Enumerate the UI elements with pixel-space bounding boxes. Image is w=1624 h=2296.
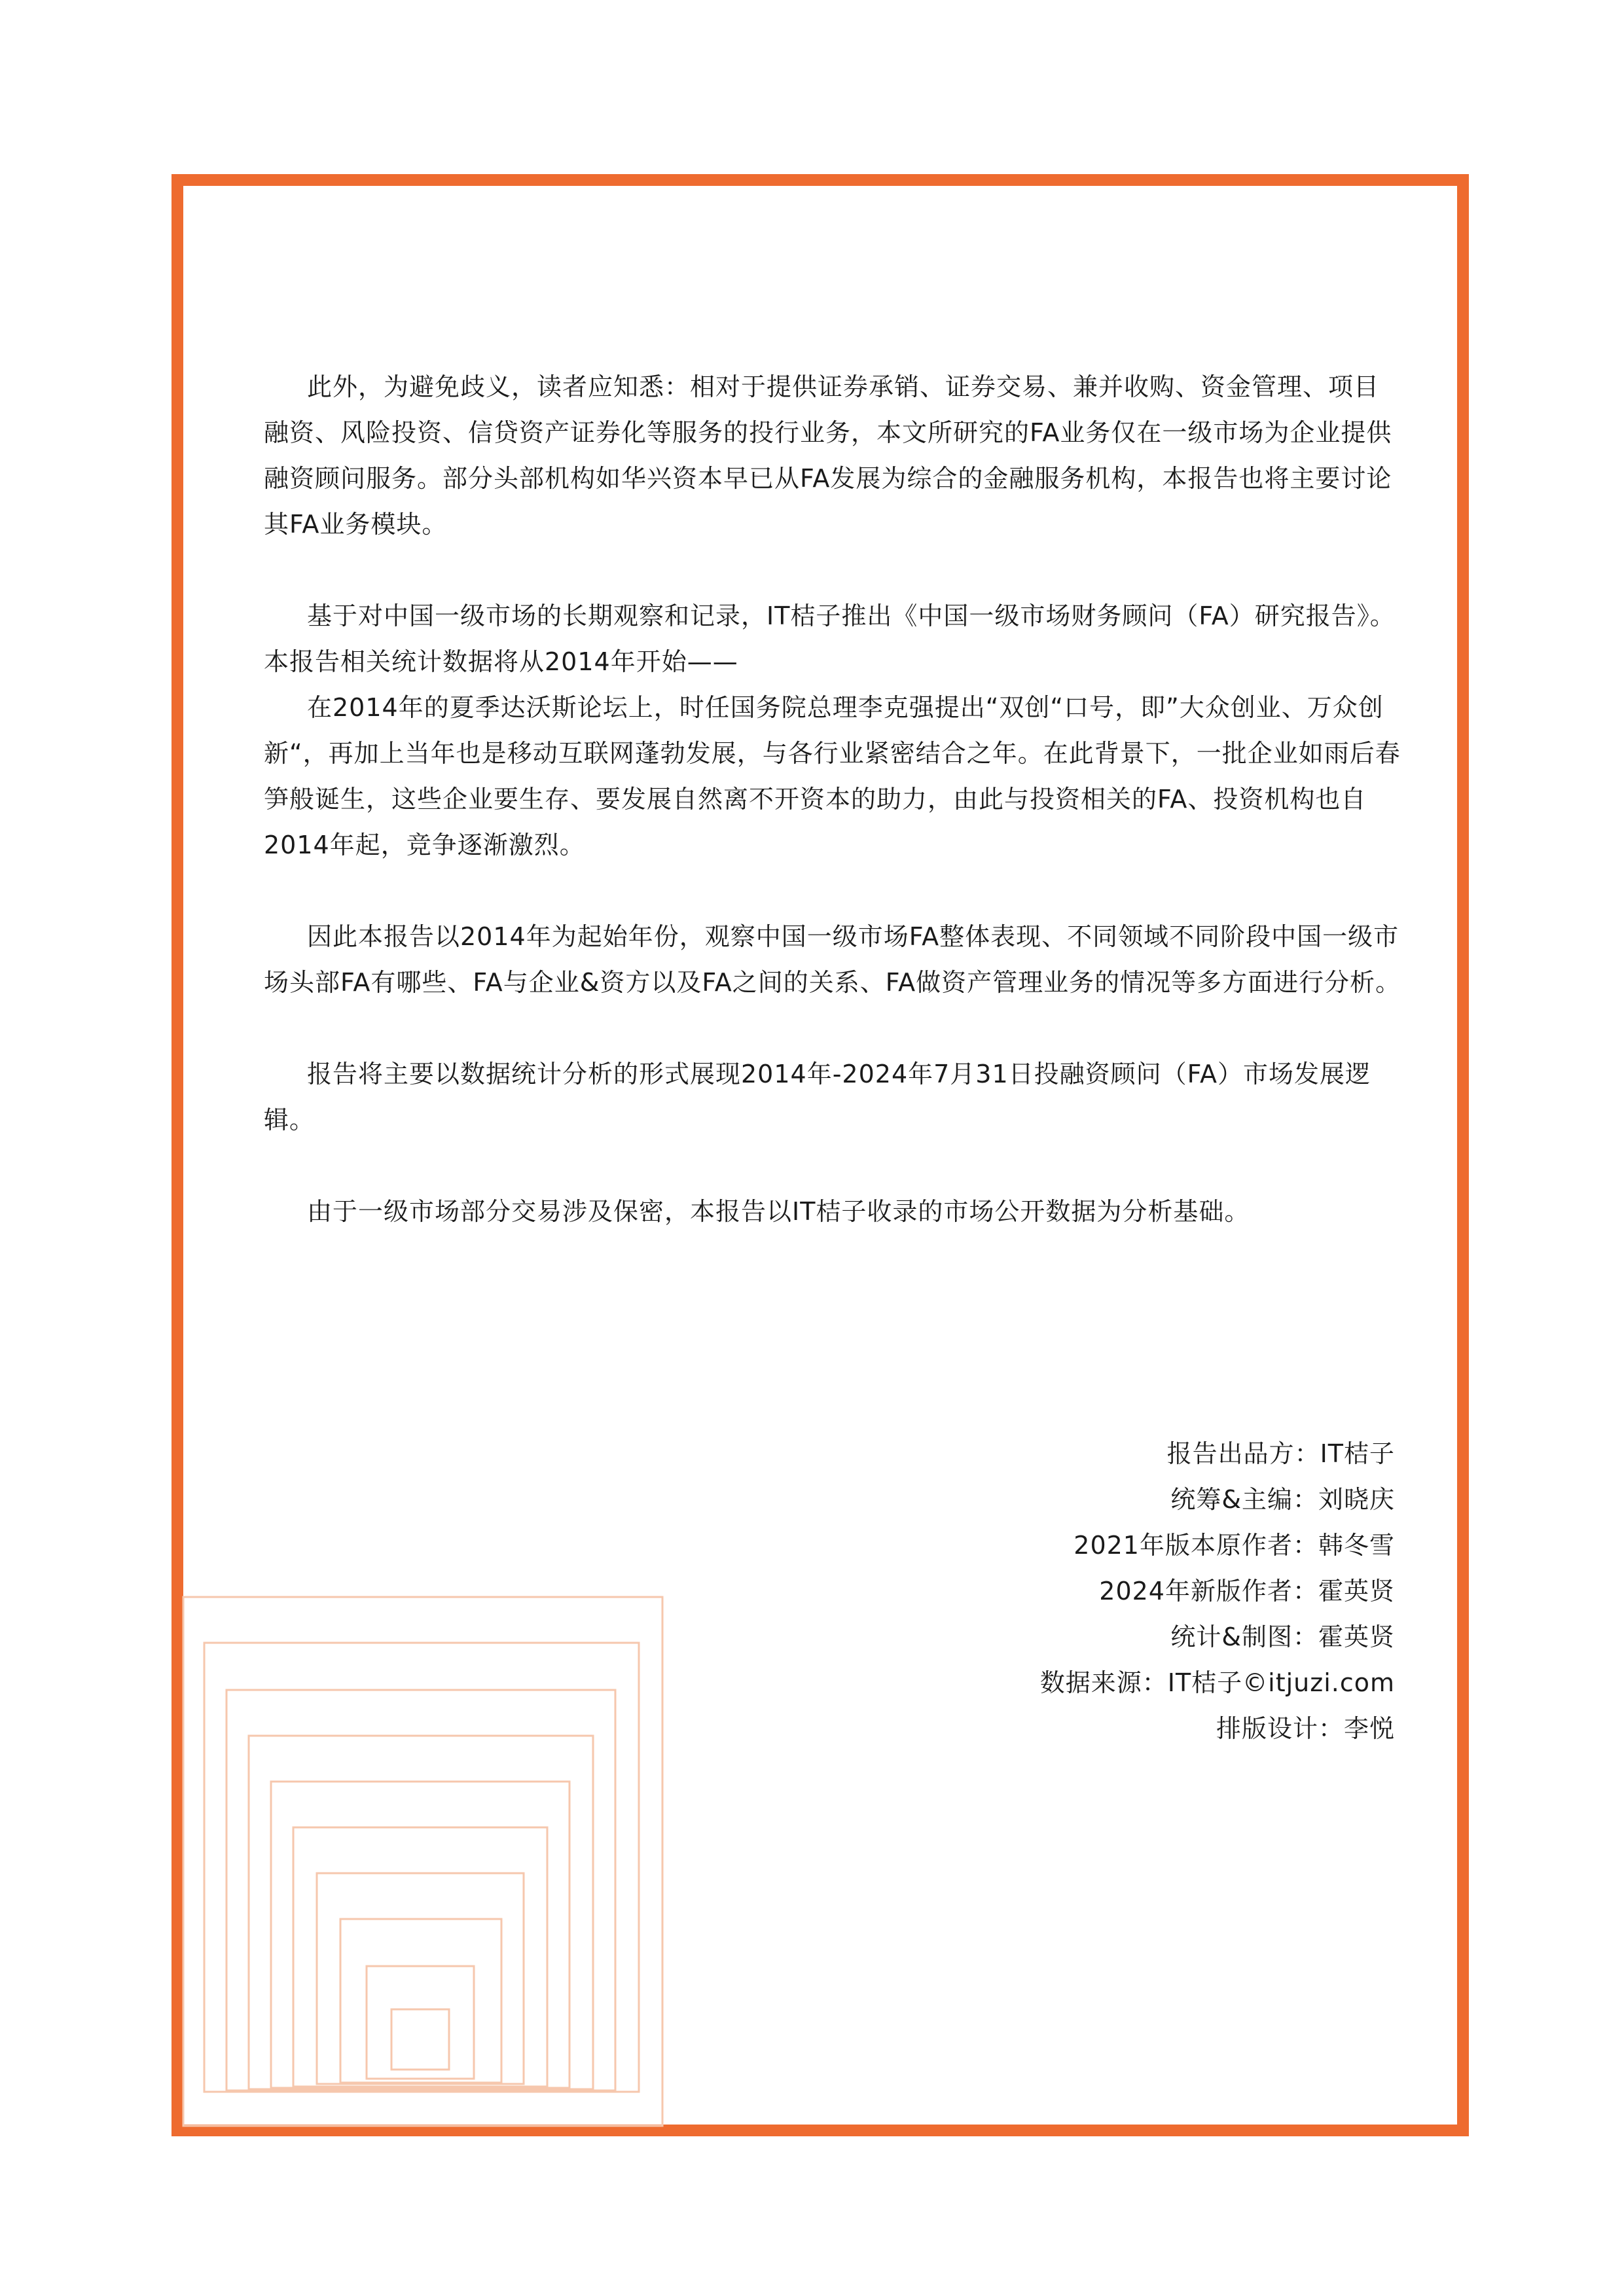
paragraph-data-basis: 由于一级市场部分交易涉及保密，本报告以IT桔子收录的市场公开数据为分析基础。 (307, 1197, 1250, 1226)
credit-new-author: 2024年新版作者：霍英贤 (1099, 1577, 1395, 1605)
credit-original-author: 2021年版本原作者：韩冬雪 (1074, 1531, 1395, 1560)
paragraph-report-intro: 基于对中国一级市场的长期观察和记录，IT桔子推出《中国一级市场财务顾问（FA）研究报告》。本报告相关统计数据将从2014年开始—— (264, 601, 1396, 676)
paragraph-scope: 因此本报告以2014年为起始年份，观察中国一级市场FA整体表现、不同领域不同阶段中国一级市场头部FA有哪些、FA与企业&资方以及FA之间的关系、FA做资产管理业务的情况等多方面进行分析。 (264, 922, 1401, 997)
paragraph-method: 报告将主要以数据统计分析的形式展现2014年-2024年7月31日投融资顾问（FA）市场发展逻辑。 (264, 1060, 1371, 1134)
credits-block (1040, 1431, 1395, 1751)
credit-statistics: 统计&制图：霍英贤 (1170, 1623, 1395, 1651)
credit-editor: 统筹&主编：刘晓庆 (1170, 1485, 1395, 1514)
paragraph-background: 在2014年的夏季达沃斯论坛上，时任国务院总理李克强提出“双创“口号，即”大众创业、万众创新“，再加上当年也是移动互联网蓬勃发展，与各行业紧密结合之年。在此背景下，一批企业如雨后春笋般诞生，这些企业要生存、要发展自然离不开资本的助力，由此与投资相关的FA、投资机构也自2014年起，竞争逐渐激烈。 (264, 693, 1401, 859)
credit-layout-design: 排版设计：李悦 (1216, 1714, 1395, 1743)
body-text (264, 364, 1403, 1234)
paragraph-disclaimer: 此外，为避免歧义，读者应知悉：相对于提供证券承销、证券交易、兼并收购、资金管理、项目融资、风险投资、信贷资产证券化等服务的投行业务，本文所研究的FA业务仅在一级市场为企业提供融资顾问服务。部分头部机构如华兴资本早已从FA发展为综合的金融服务机构，本报告也将主要讨论其FA业务模块。 (264, 372, 1392, 539)
credit-data-source: 数据来源：IT桔子©itjuzi.com (1039, 1668, 1395, 1697)
credit-publisher: 报告出品方：IT桔子 (1166, 1439, 1395, 1468)
